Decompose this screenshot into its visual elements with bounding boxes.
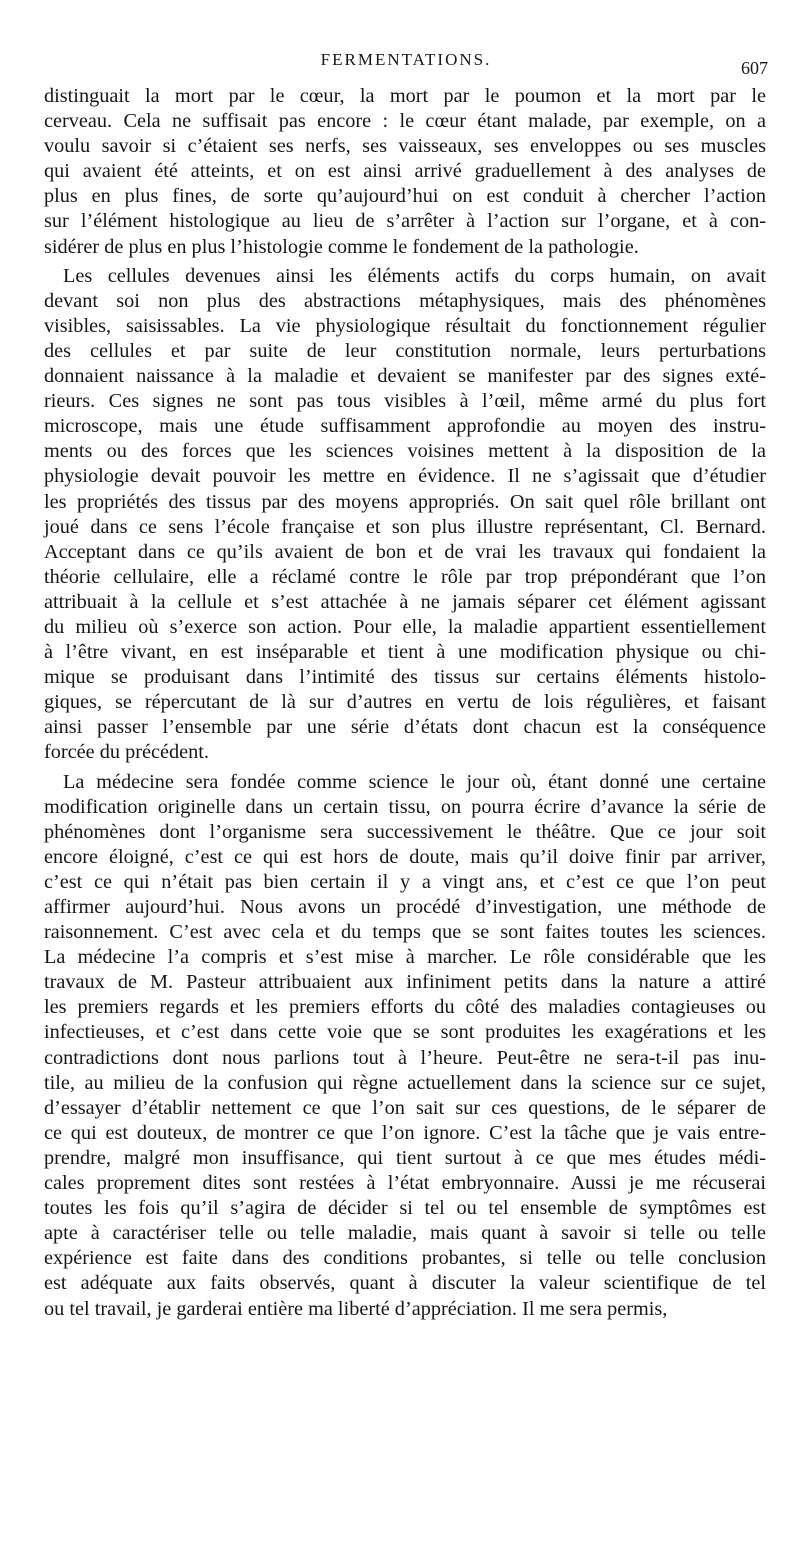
page-body xyxy=(44,84,766,1322)
text-line: devant soi non plus des abstractions métaphysiques, mais des phénomènes xyxy=(44,289,766,312)
text-line: d’essayer d’établir nettement ce que l’on sait sur ces questions, de le séparer de xyxy=(44,1096,766,1119)
text-line: contradictions dont nous parlions tout à l’heure. Peut-être ne sera-t-il pas inu- xyxy=(44,1046,766,1069)
text-line: du milieu où s’exerce son action. Pour elle, la maladie appartient essentiellement xyxy=(44,615,766,638)
text-line: voulu savoir si c’étaient ses nerfs, ses vaisseaux, ses enveloppes ou ses muscles xyxy=(44,135,766,158)
text-line: sur l’élément histologique au lieu de s’arrêter à l’action sur l’organe, et à con- xyxy=(44,210,766,233)
text-line: est adéquate aux faits observés, quant à discuter la valeur scientifique de tel xyxy=(44,1272,766,1295)
text-line: distinguait la mort par le cœur, la mort par le poumon et la mort par le xyxy=(44,85,766,107)
text-line: mique se produisant dans l’intimité des tissus sur certains éléments histolo- xyxy=(44,666,766,689)
text-line: Les cellules devenues ainsi les éléments actifs du corps humain, on avait xyxy=(63,264,766,287)
text-line: La médecine l’a compris et s’est mise à marcher. Le rôle considérable que les xyxy=(44,946,766,969)
text-line: Acceptant dans ce qu’ils avaient de bon et de vrai les travaux qui fondaient la xyxy=(44,540,766,563)
text-line: ments ou des forces que les sciences voisines mettent à la disposition de la xyxy=(44,440,766,463)
text-line: raisonnement. C’est avec cela et du temps que se sont faites toutes les sciences. xyxy=(44,921,766,944)
text-line: joué dans ce sens l’école française et son plus illustre représentant, Cl. Bernard. xyxy=(44,515,766,538)
text-line: cales proprement dites sont restées à l’état embryonnaire. Aussi je me récuserai xyxy=(44,1172,766,1195)
paragraph-2 xyxy=(44,264,766,766)
text-line: toutes les fois qu’il s’agira de décider si tel ou tel ensemble de symptômes est xyxy=(44,1197,766,1220)
text-line: La médecine sera fondée comme science le jour où, étant donné une certaine xyxy=(63,770,766,793)
paragraph-1 xyxy=(44,84,766,260)
text-line: physiologie devait pouvoir les mettre en évidence. Il ne s’agissait que d’étudier xyxy=(44,465,766,488)
text-line: théorie cellulaire, elle a réclamé contre le rôle par trop prépondérant que l’on xyxy=(44,565,766,588)
paragraph-3 xyxy=(44,770,766,1322)
text-line: les premiers regards et les premiers efforts du côté des maladies contagieuses ou xyxy=(44,996,766,1019)
text-line: ou tel travail, je garderai entière ma liberté d’appréciation. Il me sera permis, xyxy=(44,1297,668,1320)
text-line: cerveau. Cela ne suffisait pas encore : le cœur étant malade, par exemple, on a xyxy=(44,110,766,133)
text-line: encore éloigné, c’est ce qui est hors de doute, mais qu’il doive finir par arriver, xyxy=(44,845,766,868)
text-line: microscope, mais une étude suffisamment approfondie au moyen des instru- xyxy=(44,415,766,438)
text-line: travaux de M. Pasteur attribuaient aux infiniment petits dans la nature a attiré xyxy=(44,971,766,994)
text-line: tile, au milieu de la confusion qui règne actuellement dans la science sur ce sujet, xyxy=(44,1071,766,1094)
text-line: modification originelle dans un certain tissu, on pourra écrire d’avance la série de xyxy=(44,795,766,818)
text-line: ainsi passer l’ensemble par une série d’états dont chacun est la conséquence xyxy=(44,716,766,739)
text-line: giques, se répercutant de là sur d’autres en vertu de lois régulières, et faisant xyxy=(44,691,766,714)
running-title: FERMENTATIONS. xyxy=(320,50,492,69)
text-line: qui avaient été atteints, et on est ainsi arrivé graduellement à des analyses de xyxy=(44,160,766,183)
text-line: phénomènes dont l’organisme sera successivement le théâtre. Que ce jour soit xyxy=(44,820,766,843)
text-line: apte à caractériser telle ou telle maladie, mais quant à savoir si telle ou telle xyxy=(44,1222,766,1245)
text-line: donnaient naissance à la maladie et devaient se manifester par des signes exté- xyxy=(44,365,766,388)
page-number: 607 xyxy=(741,58,768,78)
text-line: expérience est faite dans des conditions probantes, si telle ou telle conclusion xyxy=(44,1247,766,1270)
text-line: prendre, malgré mon insuffisance, qui tient surtout à ce que mes études médi- xyxy=(44,1146,766,1169)
text-line: plus en plus fines, de sorte qu’aujourd’hui on est conduit à chercher l’action xyxy=(44,185,766,208)
text-line: rieurs. Ces signes ne sont pas tous visibles à l’œil, même armé du plus fort xyxy=(44,390,766,413)
text-line: ce qui est douteux, de montrer ce que l’on ignore. C’est la tâche que je vais entre- xyxy=(44,1121,766,1144)
text-line: attribuait à la cellule et s’est attachée à ne jamais séparer cet élément agissant xyxy=(44,590,766,613)
text-line: les propriétés des tissus par des moyens appropriés. On sait quel rôle brillant ont xyxy=(44,490,766,513)
text-line: infectieuses, et c’est dans cette voie que se sont produites les exagérations et les xyxy=(44,1021,766,1044)
text-line: forcée du précédent. xyxy=(44,741,209,764)
page-header xyxy=(44,50,768,78)
text-line: sidérer de plus en plus l’histologie comme le fondement de la pathologie. xyxy=(44,235,639,258)
text-line: des cellules et par suite de leur constitution normale, leurs perturbations xyxy=(44,339,766,362)
text-line: c’est ce qui n’était pas bien certain il y a vingt ans, et c’est ce que l’on peut xyxy=(44,870,766,893)
text-line: affirmer aujourd’hui. Nous avons un procédé d’investigation, une méthode de xyxy=(44,896,766,918)
text-line: visibles, saisissables. La vie physiologique résultait du fonctionnement régulier xyxy=(44,314,766,337)
text-line: à l’être vivant, en est inséparable et tient à une modification physique ou chi- xyxy=(44,641,766,664)
